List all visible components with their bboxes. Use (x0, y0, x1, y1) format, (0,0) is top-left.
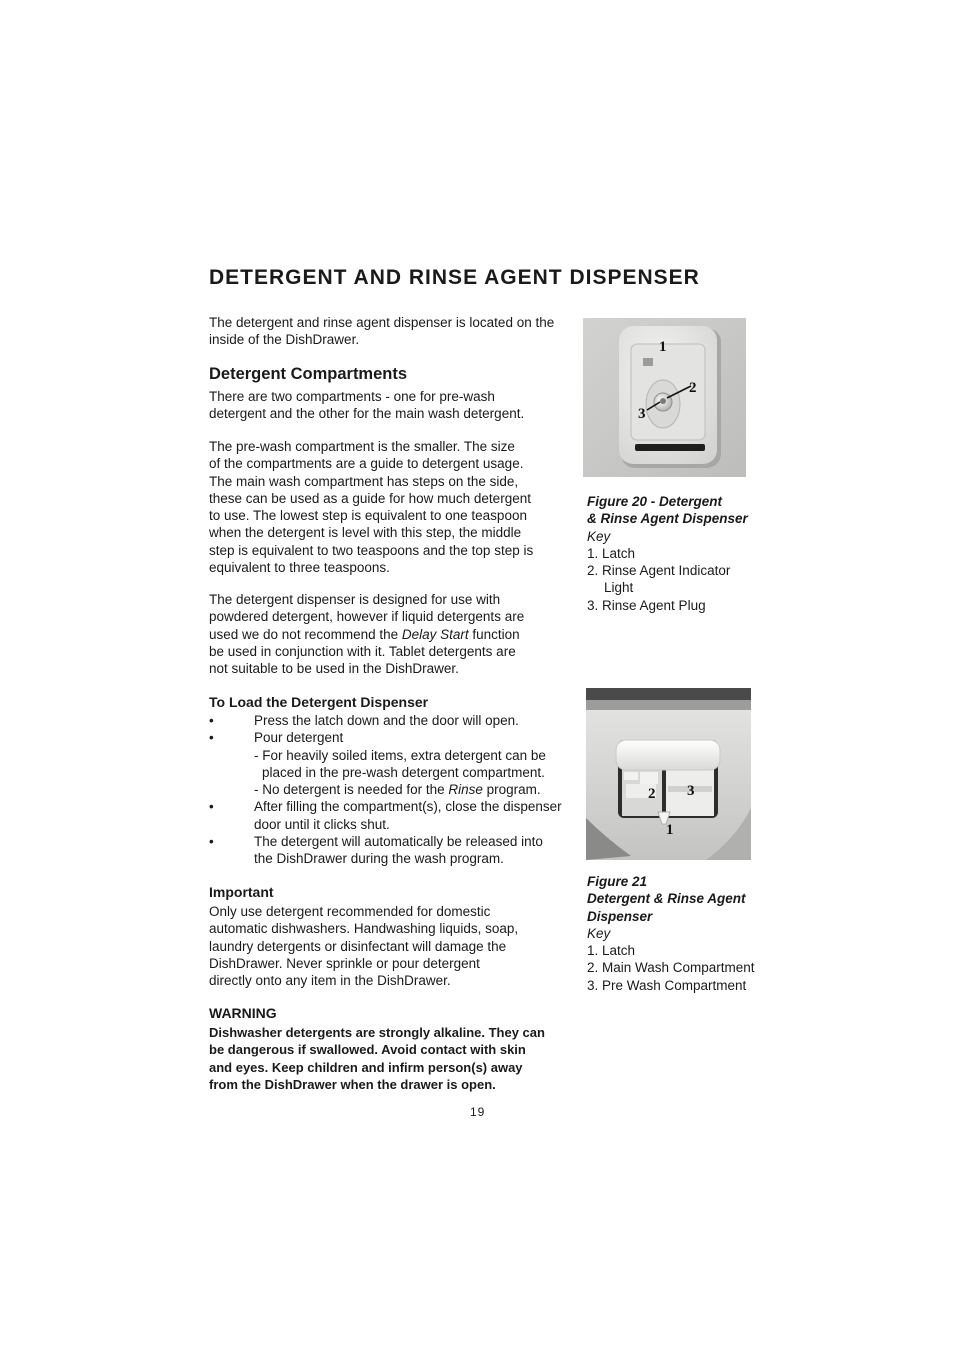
warning-heading: WARNING (209, 1005, 277, 1021)
figure-20-label-2: 2 (689, 380, 697, 396)
step-text: Press the latch down and the door will open. (254, 713, 519, 728)
figure-20-label-3: 3 (638, 406, 646, 422)
text-segment: function (468, 626, 520, 642)
list-item (209, 729, 579, 798)
important-paragraph (209, 903, 574, 989)
figure-21-caption-title: Figure 21 (587, 874, 648, 889)
text-line: DishDrawer. Never sprinkle or pour detergent (209, 955, 480, 971)
figure-20-key-item: Light (604, 580, 634, 596)
figure-20-key-item: 3. Rinse Agent Plug (587, 597, 706, 613)
text-segment: used we do not recommend the (209, 626, 402, 642)
figure-20-key-item: 2. Rinse Agent Indicator (587, 563, 731, 579)
figure-21-key-item: 1. Latch (587, 943, 636, 959)
step-subtext: placed in the pre-wash detergent compartment. (262, 764, 545, 780)
list-item (209, 798, 579, 833)
intro-paragraph (209, 314, 574, 349)
step-text: door until it clicks shut. (254, 816, 390, 832)
text-line: powdered detergent, however if liquid detergents are (209, 609, 525, 625)
figure-21-key-label: Key (587, 925, 611, 941)
compartments-paragraph-2 (209, 438, 574, 576)
step-subtext: - For heavily soiled items, extra detergent can be (254, 747, 546, 763)
text-line: be used in conjunction with it. Tablet detergents are (209, 643, 516, 659)
figure-20-caption (587, 493, 787, 614)
compartments-paragraph-3 (209, 591, 574, 677)
warning-paragraph (209, 1024, 554, 1093)
text-segment: - No detergent is needed for the (254, 782, 449, 798)
figure-21-label-1: 1 (666, 822, 674, 838)
step-text: After filling the compartment(s), close the dispenser (254, 799, 562, 815)
load-heading: To Load the Detergent Dispenser (209, 694, 429, 710)
detergent-compartment-illustration (586, 688, 751, 860)
figure-21-photo (586, 688, 751, 860)
figure-20-caption-title: Figure 20 - Detergent (587, 494, 723, 509)
page-title: DETERGENT AND RINSE AGENT DISPENSER (209, 266, 700, 289)
step-text: The detergent will automatically be released into (254, 834, 543, 850)
text-line: The detergent dispenser is designed for use with (209, 592, 501, 607)
compartments-paragraph-1 (209, 388, 574, 423)
bullet-icon: • (209, 799, 214, 815)
figure-20-photo (583, 318, 746, 477)
step-text: the DishDrawer during the wash program. (254, 851, 504, 867)
figure-21-caption (587, 873, 787, 994)
text-line: be dangerous if swallowed. Avoid contact with skin (209, 1042, 526, 1058)
text-line: Only use detergent recommended for domestic (209, 904, 491, 919)
bullet-icon: • (209, 730, 214, 746)
text-line: equivalent to three teaspoons. (209, 560, 390, 576)
figure-21-key-item: 3. Pre Wash Compartment (587, 977, 747, 993)
text-line: step is equivalent to two teaspoons and the top step is (209, 542, 534, 558)
text-line: detergent and the other for the main wash detergent. (209, 406, 525, 422)
compartments-heading: Detergent Compartments (209, 365, 408, 383)
figure-20-key-label: Key (587, 528, 611, 544)
page-number: 19 (470, 1105, 486, 1119)
text-line: when the detergent is level with this step, the middle (209, 525, 522, 541)
text-line: these can be used as a guide for how much detergent (209, 490, 531, 506)
text-line: Dishwasher detergents are strongly alkaline. They can (209, 1025, 545, 1040)
step-text: Pour detergent (254, 730, 344, 746)
text-line: to use. The lowest step is equivalent to one teaspoon (209, 508, 527, 524)
text-line: The main wash compartment has steps on the side, (209, 473, 519, 489)
bullet-icon: • (209, 834, 214, 850)
figure-20-label-1: 1 (659, 339, 667, 355)
text-line (209, 626, 574, 643)
text-line: The pre-wash compartment is the smaller. The size (209, 439, 515, 454)
list-item (209, 833, 579, 868)
text-line: from the DishDrawer when the drawer is open. (209, 1076, 496, 1092)
figure-20-key-item: 1. Latch (587, 545, 636, 561)
text-line: of the compartments are a guide to detergent usage. (209, 456, 524, 472)
text-line: not suitable to be used in the DishDrawer. (209, 661, 459, 677)
figure-21-caption-title: Detergent & Rinse Agent (587, 891, 746, 907)
text-line: directly onto any item in the DishDrawer. (209, 973, 451, 989)
figure-21-label-2: 2 (648, 786, 656, 802)
figure-21-caption-title: Dispenser (587, 908, 653, 924)
text-line: automatic dishwashers. Handwashing liquids, soap, (209, 921, 519, 937)
text-line: laundry detergents or disinfectant will damage the (209, 938, 507, 954)
important-heading: Important (209, 884, 274, 900)
step-subtext (254, 781, 579, 798)
text-line: and eyes. Keep children and infirm person(s) away (209, 1059, 523, 1075)
intro-line: inside of the DishDrawer. (209, 332, 360, 348)
delay-start-term: Delay Start (401, 626, 469, 642)
figure-20-caption-title: & Rinse Agent Dispenser (587, 511, 748, 527)
list-item (209, 712, 579, 729)
figure-21-label-3: 3 (687, 783, 695, 799)
load-steps-list (209, 712, 579, 868)
text-line: There are two compartments - one for pre-wash (209, 389, 495, 404)
dispenser-panel-illustration (583, 318, 746, 477)
figure-21-key-item: 2. Main Wash Compartment (587, 960, 755, 976)
bullet-icon: • (209, 713, 214, 728)
rinse-term: Rinse (448, 782, 483, 798)
intro-line: The detergent and rinse agent dispenser is located on the (209, 315, 555, 330)
text-segment: program. (482, 782, 541, 798)
